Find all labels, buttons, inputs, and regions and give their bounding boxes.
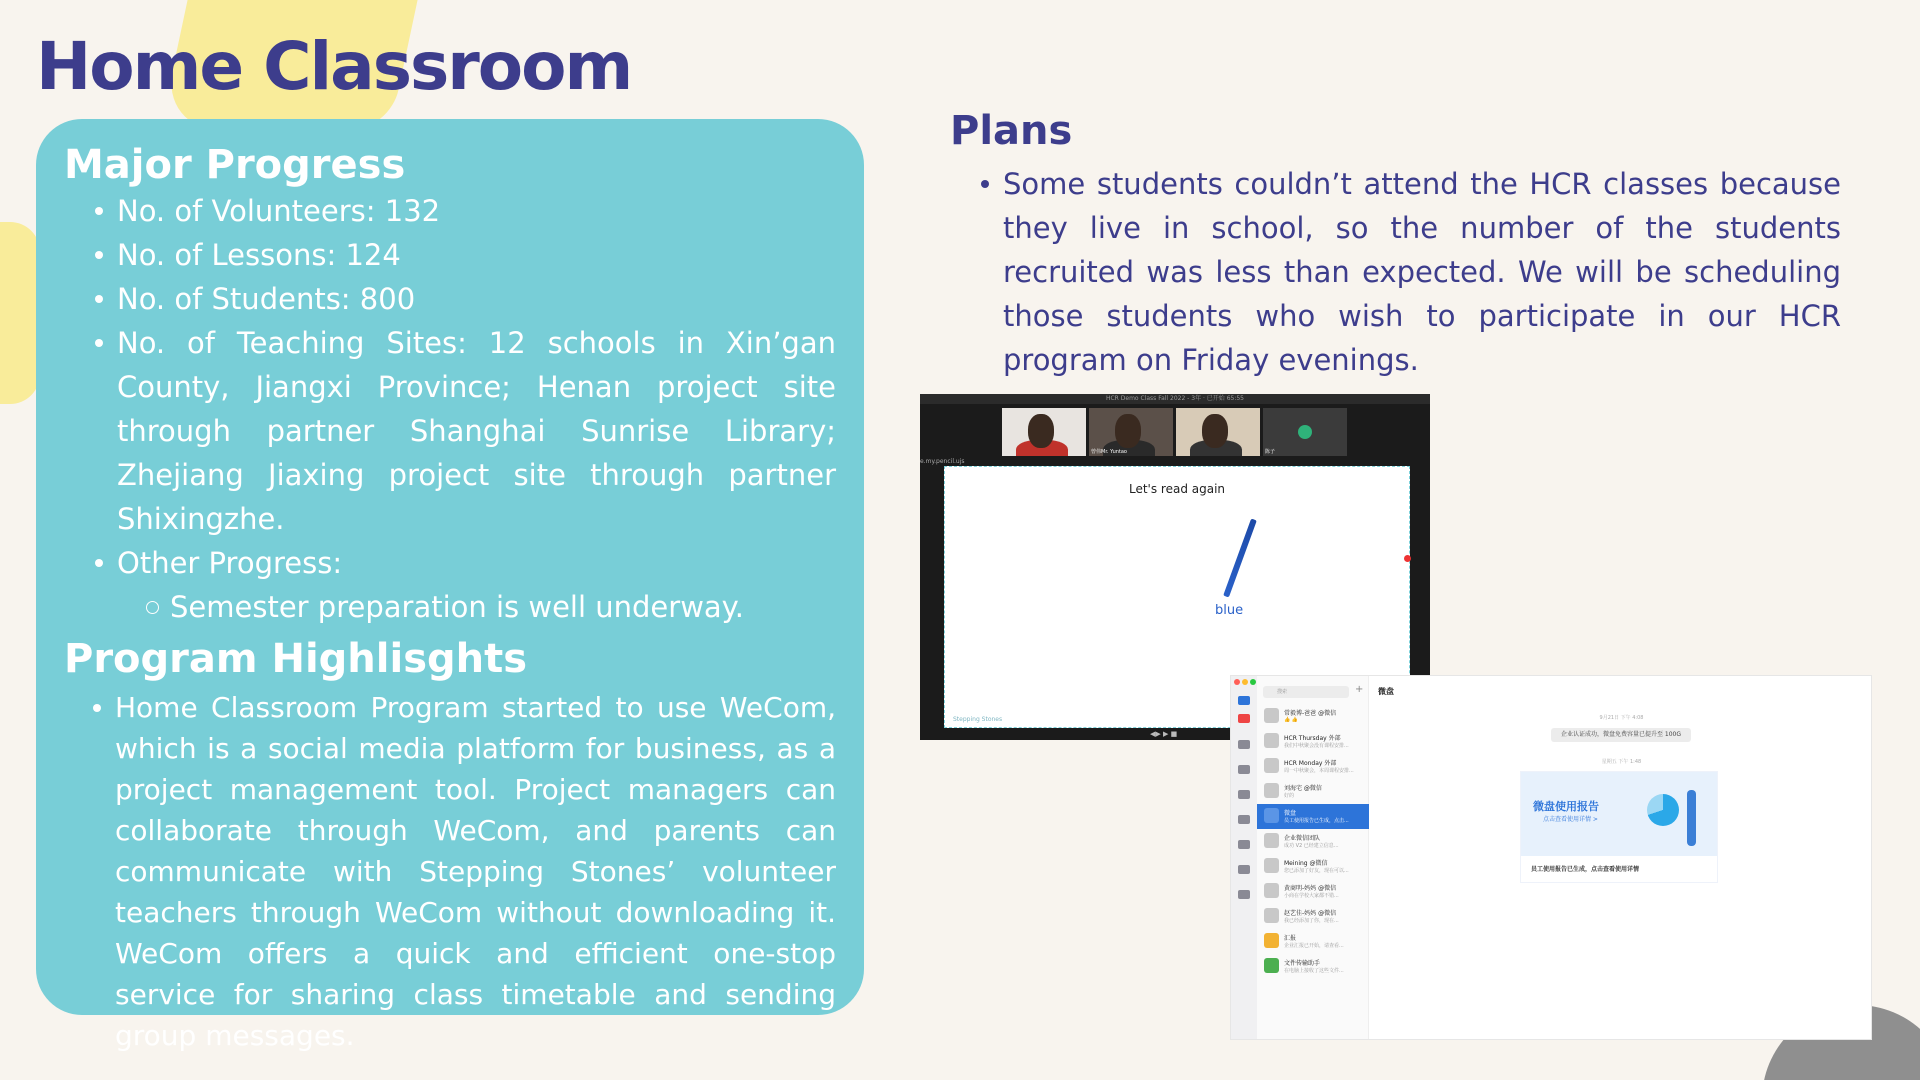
pointer-dot <box>1404 555 1411 562</box>
conversation-name: 刘海宅 @微信 <box>1284 785 1322 792</box>
wecom-screenshot <box>1230 675 1872 1040</box>
participant-face <box>1115 414 1141 448</box>
wecom-logo-icon <box>1238 696 1250 705</box>
chat-title: 微盘 <box>1378 687 1394 696</box>
workbench-icon <box>1238 840 1250 849</box>
conversation-snippet: 您已添加了好友，现在可以... <box>1284 868 1349 874</box>
participant-thumbnail <box>1089 408 1173 456</box>
conversation-snippet: 成功 V2 已经建立信息... <box>1284 843 1339 849</box>
other-progress-label: Other Progress: <box>117 546 343 580</box>
minimize-icon <box>1242 679 1248 685</box>
close-icon <box>1234 679 1240 685</box>
list-item <box>117 541 836 629</box>
conversation-name: 文件传输助手 <box>1284 960 1321 967</box>
avatar <box>1264 883 1279 898</box>
report-card-title: 微盘使用报告 <box>1533 800 1599 813</box>
settings-icon <box>1238 890 1250 899</box>
avatar <box>1264 783 1279 798</box>
messages-icon <box>1238 714 1250 723</box>
list-item <box>1257 904 1369 929</box>
conversation-snippet: 周一中秋聚会，本周课程安排... <box>1284 768 1354 774</box>
participant-thumbnail <box>1176 408 1260 456</box>
conversation-snippet: 我们中秋聚会没有课程安排... <box>1284 743 1349 749</box>
playback-controls: ◀▶ ▶ ■ <box>1150 730 1178 738</box>
chat-timestamp: 星期五 下午 1:48 <box>1601 759 1642 765</box>
conversation-name: HCR Monday 外部 <box>1284 760 1337 767</box>
conversation-snippet: 好的 <box>1284 793 1295 799</box>
progress-list <box>117 189 836 629</box>
docs-icon <box>1238 740 1250 749</box>
calendar-icon <box>1238 765 1250 774</box>
list-item <box>1257 729 1369 754</box>
avatar <box>1264 908 1279 923</box>
major-progress-heading: Major Progress <box>64 142 406 188</box>
add-icon: + <box>1355 684 1364 695</box>
list-item: No. of Teaching Sites: 12 schools in Xin’gan County, Jiangxi Province; Henan project site through partner Shanghai Sunrise Library; Zhejiang Jiaxing project site through partner Shixingzhe. <box>117 321 836 541</box>
conversation-list <box>1257 676 1369 1040</box>
list-item <box>1257 854 1369 879</box>
highlights-heading: Program Highlisghts <box>64 636 528 682</box>
search-input: 搜索 <box>1263 686 1349 698</box>
conversation-snippet: 企业汇报已开始，请查看... <box>1284 943 1344 949</box>
avatar <box>1264 808 1279 823</box>
list-item: No. of Students: 800 <box>117 277 836 321</box>
report-card-banner <box>1521 772 1717 856</box>
drive-icon <box>1238 790 1250 799</box>
conversation-name: 赵艺佳-妈妈 @微信 <box>1284 910 1337 917</box>
whiteboard-word: blue <box>1215 603 1244 618</box>
video-call-title-bar: HCR Demo Class Fall 2022 - 3年 · 已开始 65:55 <box>920 394 1430 404</box>
avatar <box>1264 708 1279 723</box>
highlights-list <box>115 687 836 1056</box>
chat-timestamp: 9月21日 下午 4:08 <box>1599 715 1644 721</box>
participant-thumbnail <box>1002 408 1086 456</box>
participant-face <box>1202 414 1228 448</box>
list-item-active <box>1257 804 1369 829</box>
avatar <box>1264 833 1279 848</box>
conversation-name: 微盘 <box>1284 810 1297 817</box>
conversation-name: 常毅博-爸爸 @微信 <box>1284 710 1337 717</box>
conversation-snippet: 员工使用报告已生成，点击... <box>1284 818 1349 824</box>
page-title: Home Classroom <box>36 28 632 105</box>
avatar <box>1264 733 1279 748</box>
conversation-name: 汇报 <box>1284 935 1297 942</box>
list-item <box>1257 954 1369 979</box>
more-icon <box>1238 865 1250 874</box>
avatar <box>1264 858 1279 873</box>
list-item <box>1257 929 1369 954</box>
conversation-snippet: 在电脑上接收了这些文件... <box>1284 968 1344 974</box>
conversation-name: 黄商明-妈妈 @微信 <box>1284 885 1337 892</box>
report-card-description: 员工使用报告已生成，点击查看使用详情 <box>1531 866 1640 873</box>
list-item <box>1257 754 1369 779</box>
participant-name: 陈子 <box>1265 449 1276 455</box>
participant-face <box>1028 414 1054 448</box>
progress-panel <box>36 119 864 1052</box>
conversation-snippet: 小商在学校大家都不错... <box>1284 893 1339 899</box>
conversation-name: Meining @微信 <box>1284 860 1328 867</box>
pencil-icon <box>1223 518 1257 597</box>
report-card-link: 点击查看使用详情 > <box>1543 816 1598 823</box>
participant-name: 曾伟Mr. Yuntao <box>1091 449 1127 455</box>
avatar <box>1298 425 1312 439</box>
conversation-snippet: 我已经添加了你，现在... <box>1284 918 1339 924</box>
participant-thumbnail <box>1263 408 1347 456</box>
list-item: Home Classroom Program started to use WeCom, which is a social media platform for business, as a project management tool. Project managers can collaborate through WeCom, and parents can communicate with Stepping Stones’ volunteer teachers through WeCom without downloading it. WeCom offers a quick and efficient one-stop service for sharing class timetable and sending group messages. <box>115 687 836 1056</box>
avatar <box>1264 758 1279 773</box>
plans-list <box>1003 162 1841 382</box>
sub-list <box>170 585 836 629</box>
chat-pane <box>1370 676 1872 1040</box>
contacts-icon <box>1238 815 1250 824</box>
whiteboard-title: Let's read again <box>1128 482 1226 496</box>
conversation-snippet: 👍 👍 <box>1284 717 1299 723</box>
decor-yellow-shape-left <box>0 222 40 404</box>
conversation-name: 企业微信团队 <box>1284 835 1321 842</box>
report-card <box>1520 771 1718 883</box>
list-item: No. of Lessons: 124 <box>117 233 836 277</box>
person-icon <box>1687 790 1696 846</box>
stepping-stones-logo: Stepping Stones <box>953 716 1003 723</box>
list-item: Some students couldn’t attend the HCR classes because they live in school, so the number of the students recruited was less than expected. We will be scheduling those students who wish to participate in our HCR program on Friday evenings. <box>1003 162 1841 382</box>
url-text: e.my.pencil.ujs <box>920 458 965 465</box>
avatar <box>1264 958 1279 973</box>
list-item <box>1257 779 1369 804</box>
sub-list-item: Semester preparation is well underway. <box>170 585 836 629</box>
maximize-icon <box>1250 679 1256 685</box>
pie-chart-icon <box>1647 794 1679 826</box>
conversation-name: HCR Thursday 外部 <box>1284 735 1341 742</box>
list-item: No. of Volunteers: 132 <box>117 189 836 233</box>
system-message: 企业认证成功，微盘免费容量已提升至 100G <box>1551 728 1691 742</box>
list-item <box>1257 704 1369 729</box>
list-item <box>1257 879 1369 904</box>
plans-heading: Plans <box>950 108 1073 154</box>
wecom-sidebar <box>1231 676 1257 1040</box>
list-item <box>1257 829 1369 854</box>
avatar <box>1264 933 1279 948</box>
